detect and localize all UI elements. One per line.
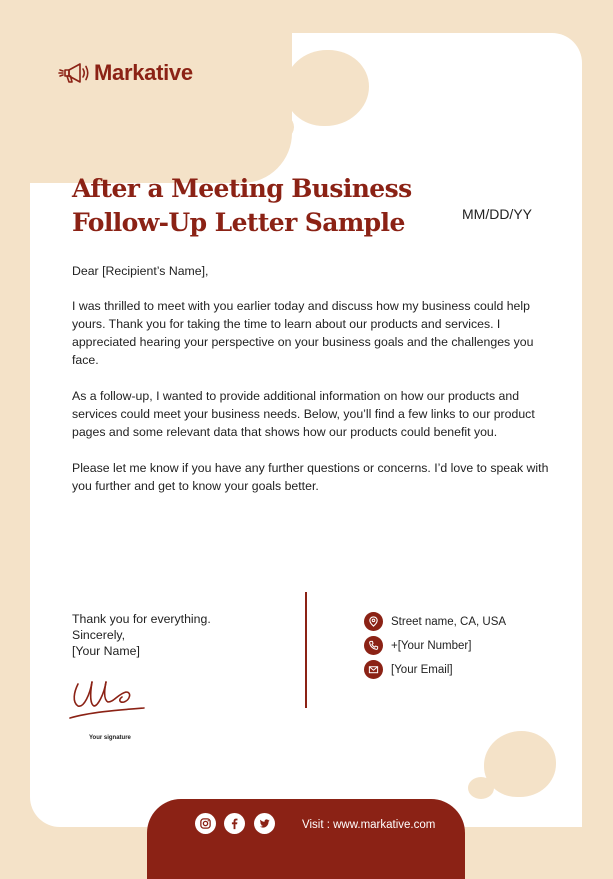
title-line-1: After a Meeting Business (72, 174, 412, 203)
phone-icon (364, 636, 383, 655)
contact-email (364, 660, 453, 679)
decorative-blob (484, 731, 556, 797)
body-paragraph-3: Please let me know if you have any further questions or concerns. I’d love to speak with you further and get to know your goals better. (72, 461, 549, 493)
mail-icon (364, 660, 383, 679)
website-link[interactable]: Visit : www.markative.com (302, 819, 436, 831)
contact-address-text: Street name, CA, USA (391, 615, 507, 628)
contact-email-text: [Your Email] (391, 663, 453, 676)
instagram-icon[interactable] (195, 813, 216, 834)
signature-caption: Your signature (89, 735, 131, 741)
page-title (72, 172, 452, 240)
salutation: Dear [Recipient’s Name], (72, 264, 209, 278)
signature-image (68, 670, 150, 726)
closing-sign-off: Sincerely, (72, 628, 126, 642)
decorative-blob (256, 112, 294, 142)
brand-logo (58, 60, 193, 86)
contact-phone (364, 636, 471, 655)
footer-bar (147, 799, 465, 879)
body-paragraph-1: I was thrilled to meet with you earlier today and discuss how my business could help yours. Thank you for taking the time to learn about our products and services. I appreciated hearing your perspective on your business goals and the challenges you face. (72, 299, 534, 367)
closing-thanks: Thank you for everything. (72, 612, 211, 626)
contact-address (364, 612, 506, 631)
facebook-icon[interactable] (224, 813, 245, 834)
twitter-icon[interactable] (254, 813, 275, 834)
decorative-blob (468, 777, 494, 799)
body-paragraph-2: As a follow-up, I wanted to provide additional information on how our products and services could meet your business needs. Below, you’ll find a few links to our product pages and some relevant data that shows how our products could benefit you. (72, 389, 535, 439)
title-line-2: Follow-Up Letter Sample (72, 208, 405, 237)
closing-block (72, 611, 211, 659)
contact-phone-text: +[Your Number] (391, 639, 472, 652)
brand-name: Markative (94, 60, 193, 85)
vertical-divider (305, 592, 307, 708)
letter-date: MM/DD/YY (462, 206, 532, 222)
corner-cutout (30, 33, 292, 183)
megaphone-icon (58, 60, 90, 86)
location-pin-icon (364, 612, 383, 631)
closing-name: [Your Name] (72, 644, 140, 658)
